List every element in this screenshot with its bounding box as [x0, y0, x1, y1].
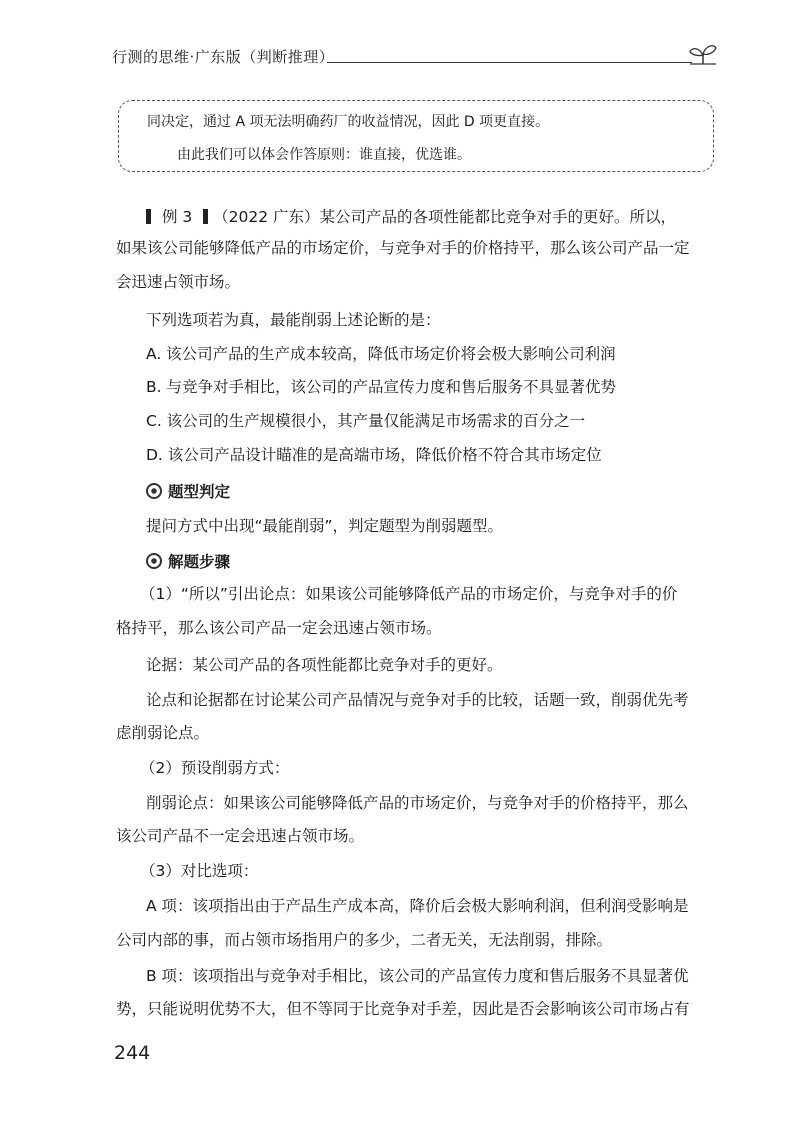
step1-line-2: 格持平，那么该公司产品一定会迅速占领市场。: [116, 619, 442, 637]
option-b: B. 与竞争对手相比，该公司的产品宣传力度和售后服务不具显著优势: [146, 378, 616, 396]
example-label: 例 3: [161, 208, 193, 226]
section-type-heading: [146, 482, 230, 502]
note-line-2: 由此我们可以体会作答原则：谁直接，优选谁。: [177, 147, 471, 163]
weaken-line-2: 该公司产品不一定会迅速占领市场。: [116, 827, 365, 845]
weaken-line-1: 削弱论点：如果该公司能够降低产品的市场定价，与竞争对手的价格持平，那么: [146, 794, 689, 812]
option-b-analysis-line-2: 势，只能说明优势不大，但不等同于比竞争对手差，因此是否会影响该公司市场占有: [116, 1000, 690, 1018]
analysis-line-1: 论点和论据都在讨论某公司产品情况与竞争对手的比较，话题一致，削弱优先考: [146, 691, 689, 709]
running-header: [112, 42, 712, 72]
note-box: [118, 100, 714, 172]
example-marker-left: [146, 209, 151, 224]
example-marker-right: [203, 209, 208, 224]
option-d: D. 该公司产品设计瞄准的是高端市场，降低价格不符合其市场定位: [146, 446, 602, 464]
option-a-analysis-line-2: 公司内部的事，而占领市场指用户的多少，二者无关，无法削弱，排除。: [116, 931, 613, 949]
evidence-text: 论据：某公司产品的各项性能都比竞争对手的更好。: [146, 656, 503, 674]
header-rule: [327, 62, 692, 63]
section-type-text: 提问方式中出现“最能削弱”，判定题型为削弱题型。: [146, 517, 504, 535]
step3-text: （3）对比选项：: [140, 862, 259, 880]
section-type-title: 题型判定: [168, 483, 231, 501]
example-stem-1: （2022 广东）某公司产品的各项性能都比竞争对手的更好。所以，: [213, 208, 676, 226]
option-c: C. 该公司的生产规模很小，其产量仅能满足市场需求的百分之一: [146, 412, 586, 430]
note-line-1: 同决定，通过 A 项无法明确药厂的收益情况，因此 D 项更直接。: [147, 114, 550, 130]
section-steps-heading: [146, 552, 230, 572]
example-stem-line-2: 如果该公司能够降低产品的市场定价，与竞争对手的价格持平，那么该公司产品一定: [116, 239, 690, 257]
section-steps-title: 解题步骤: [168, 553, 231, 571]
section-badge-icon: [146, 483, 162, 499]
option-b-analysis-line-1: B 项：该项指出与竞争对手相比，该公司的产品宣传力度和售后服务不具显著优: [146, 967, 689, 985]
section-badge-icon: [146, 553, 162, 569]
option-a: A. 该公司产品的生产成本较高，降低市场定价将会极大影响公司利润: [146, 345, 616, 363]
header-title: 行测的思维·广东版（判断推理）: [112, 48, 335, 66]
example-stem-line-3: 会迅速占领市场。: [116, 273, 241, 291]
option-a-analysis-line-1: A 项：该项指出由于产品生产成本高，降价后会极大影响利润，但利润受影响是: [146, 897, 689, 915]
sprout-icon: [688, 42, 718, 66]
example-stem-line-1: [146, 207, 676, 227]
step1-line-1: （1）“所以”引出论点：如果该公司能够降低产品的市场定价，与竞争对手的价: [140, 585, 678, 603]
step2-text: （2）预设削弱方式：: [140, 759, 290, 777]
question-text: 下列选项若为真，最能削弱上述论断的是：: [146, 311, 441, 329]
analysis-line-2: 虑削弱论点。: [116, 724, 210, 742]
page-number: 244: [114, 1042, 151, 1064]
